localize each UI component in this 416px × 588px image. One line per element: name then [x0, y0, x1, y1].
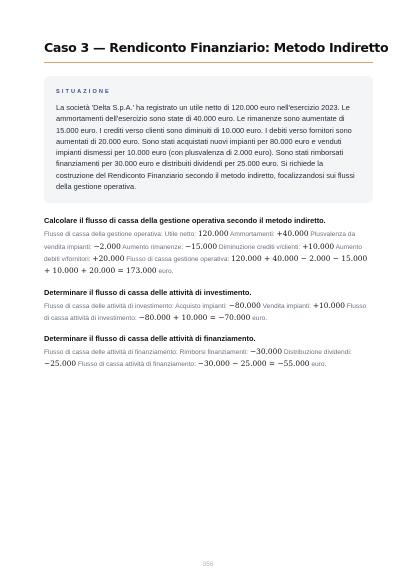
answer-text: Plusvalenza da vendita impianti:: [44, 231, 356, 251]
answer-text: Flusso di cassa delle attività di investimento: Acquisto impianti:: [44, 302, 229, 310]
math-value: 120.000 + 40.000 − 2.000 − 15.000 + 10.000 + 20.000 = 173.000: [44, 253, 368, 276]
answer-text: euro.: [156, 268, 174, 276]
page-content: [44, 40, 389, 371]
answer-1: [44, 228, 373, 277]
answer-text: euro.: [250, 314, 268, 322]
answer-text: Flusso di cassa gestione operativa:: [124, 255, 232, 263]
answer-text: Aumento rimanenze:: [120, 243, 185, 251]
answer-2: [44, 300, 373, 325]
question-block-3: [44, 333, 373, 371]
situazione-text: La società 'Delta S.p.A.' ha registrato un utile netto di 120.000 euro nell'esercizio 2023. Le ammortamenti dell'esercizio sono state di 40.000 euro. Le rimanenze sono aumentate di 15.000 euro. I crediti verso clienti sono diminuiti di 10.000 euro. I debiti verso fornitori sono aumentati di 20.000 euro. Sono stati acquistati nuovi impianti per 80.000 euro e venduti impianti dismessi per 10.000 euro (con plusvalenza di 2.000 euro). Sono stati rimborsati finanziamenti per 30.000 euro e distribuiti dividendi per 25.000 euro. Si richiede la costruzione del Rendiconto Finanziario secondo il metodo indiretto, focalizzandosi sui flussi della gestione operativa.: [56, 103, 355, 192]
math-value: −30.000: [249, 347, 283, 357]
math-value: −2.000: [93, 241, 121, 251]
answer-text: Distribuzione dividendi:: [282, 349, 352, 357]
answer-text: Diminuzione crediti v/clienti:: [217, 243, 303, 251]
question-title-1: Calcolare il flusso di cassa della gestione operativa secondo il metodo indiretto.: [44, 216, 326, 226]
question-block-2: [44, 287, 373, 325]
math-value: −30.000 − 25.000 = −55.000: [197, 359, 310, 369]
page-number: 356: [202, 561, 214, 568]
math-value: +20.000: [92, 253, 125, 263]
answer-3: [44, 346, 373, 371]
math-value: +40.000: [276, 229, 309, 239]
math-value: −80.000: [228, 300, 261, 310]
answer-text: Flusso di cassa attività di investimento:: [44, 302, 367, 322]
question-block-1: [44, 215, 373, 277]
math-value: +10.000: [312, 300, 345, 310]
answer-text: Ammortamenti:: [228, 231, 277, 239]
answer-text: Flusso di cassa delle attività di finanziamento: Rimborsi finanziamenti:: [44, 349, 250, 357]
math-value: −15.000: [184, 241, 218, 251]
situazione-box: [44, 76, 373, 203]
answer-text: Flusso di cassa attività di finanziamento:: [76, 361, 198, 369]
answer-text: Vendita impianti:: [260, 302, 313, 310]
math-value: −80.000 + 10.000 = −70.000: [138, 312, 251, 322]
answer-text: Flusso di cassa della gestione operativa: Utile netto:: [44, 231, 198, 239]
answer-text: euro.: [309, 361, 327, 369]
math-value: 120.000: [197, 229, 229, 239]
question-title-3: Determinare il flusso di cassa delle attività di finanziamento.: [44, 334, 256, 344]
situazione-label: SITUAZIONE: [56, 89, 111, 95]
question-title-2: Determinare il flusso di cassa delle attività di investimento.: [44, 287, 252, 297]
math-value: −25.000: [44, 359, 77, 369]
case-title: Caso 3 — Rendiconto Finanziario: Metodo Indiretto: [44, 40, 373, 63]
math-value: +10.000: [302, 241, 335, 251]
answer-text: Aumento debiti v/fornitori:: [44, 243, 362, 263]
